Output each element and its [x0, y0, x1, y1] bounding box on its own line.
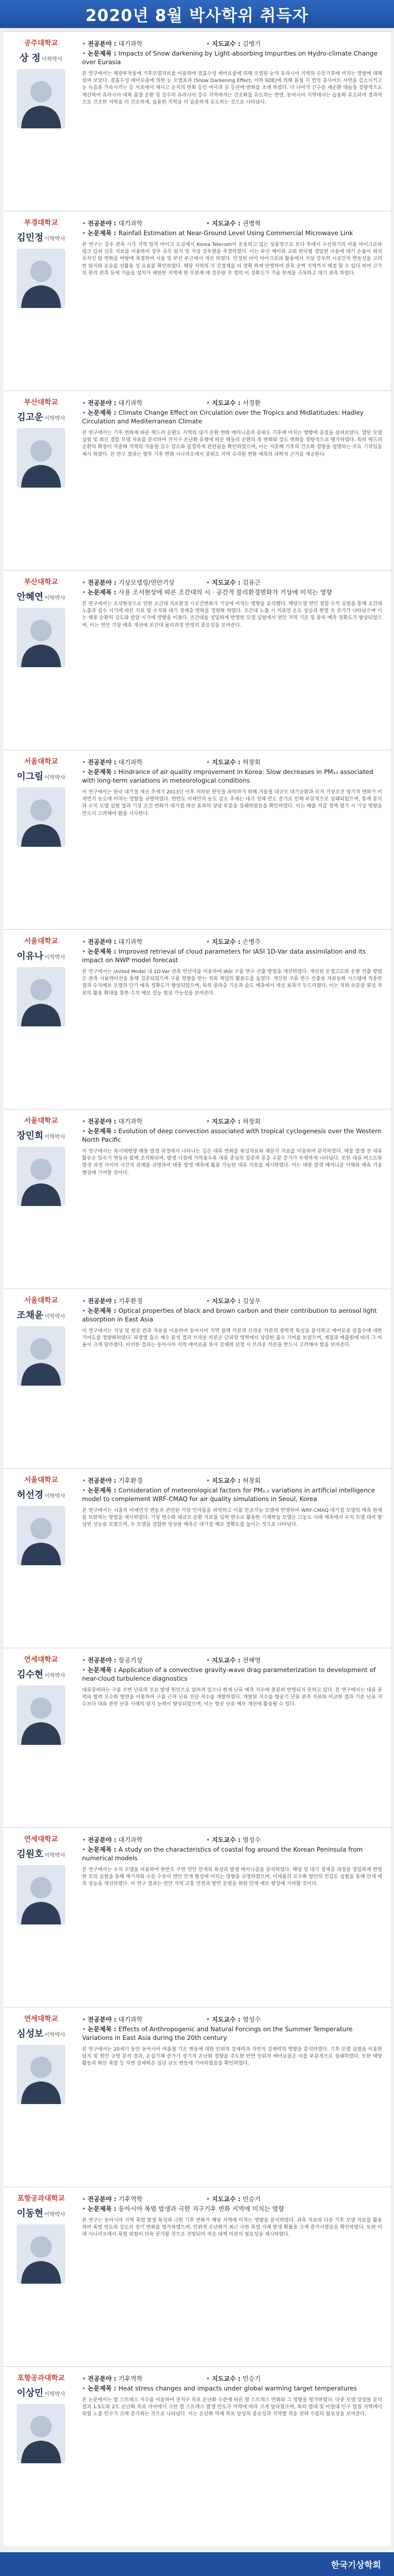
entry-card	[3, 750, 391, 929]
abstract: 이 연구에서는 지상 및 항공 관측 자료를 이용하여 동아시아 지역 블랙 카본과 브라운 카본의 광학적 특성을 분석하고 에어로졸 광흡수에 대한 기여도를 정량화하였다. 파장별 흡수 계수 분석 결과 브라운 카본은 단파장 영역에서 상당한 흡수 기여를 보였으며, 계절과 배출원에 따라 그 비율이 크게 달라졌다. 이러한 결과는 동아시아 지역 에어로졸 복사 강제력 산정 시 브라운 카본을 반드시 고려해야 함을 보여준다.	[82, 1328, 382, 1348]
bullet-icon: •	[82, 1656, 86, 1664]
degree-suffix: 이학박사	[44, 1134, 65, 1140]
degree-suffix: 이학박사	[44, 1853, 65, 1859]
name-text: 김수현	[17, 1669, 44, 1680]
bullet-icon: •	[82, 1297, 86, 1305]
entry-card	[3, 570, 391, 750]
entry-card	[3, 2187, 391, 2366]
thesis-label: 논문제목	[87, 1846, 112, 1853]
degree-field: 기후환경	[118, 1477, 142, 1484]
bullet-icon: •	[206, 2375, 210, 2382]
degree-suffix: 이학박사	[44, 2392, 65, 2397]
advisor-name: 민승기	[242, 2375, 261, 2382]
advisor-name: 김유근	[242, 579, 261, 586]
thesis-row: • 논문제목 : Application of a convective gravity-wave drag parameterization to development of near-cloud turbulence diagnostics	[82, 1666, 376, 1682]
person-icon	[17, 2224, 65, 2284]
person-column	[3, 211, 79, 390]
bullet-icon: •	[206, 399, 210, 407]
meta-row: • 전공분야 : 기후환경 • 지도교수 : 김상우	[82, 1297, 261, 1305]
thesis-title: Hindrance of air quality improvement in Korea: Slow decreases in PM₁₀ associated with long-term variations in meteorological conditions	[82, 768, 373, 784]
name-text: 조채윤	[17, 1310, 44, 1321]
meta-row: • 전공분야 : 대기과학 • 지도교수 : 김맹기	[82, 40, 261, 47]
name-text: 김고운	[17, 412, 44, 423]
info-column	[79, 32, 391, 211]
bullet-icon: •	[82, 2375, 86, 2382]
bullet-icon: •	[206, 220, 210, 227]
bullet-icon: •	[82, 2205, 86, 2212]
person-icon	[17, 69, 65, 128]
advisor-name: 허창회	[242, 1118, 261, 1125]
bullet-icon: •	[82, 1477, 86, 1484]
university: 서울대학교	[24, 1297, 58, 1305]
person-icon	[17, 608, 65, 667]
bullet-icon: •	[82, 50, 86, 57]
bullet-icon: •	[206, 1297, 210, 1305]
meta-row: • 전공분야 : 대기과학 • 지도교수 : 염성수	[82, 2016, 261, 2023]
degree-label: 전공분야	[87, 1297, 112, 1305]
info-column	[79, 1109, 391, 1289]
info-column	[79, 1289, 391, 1468]
thesis-label: 논문제목	[87, 2385, 112, 2392]
degree-field: 항공기상	[118, 1656, 142, 1664]
person-name	[17, 409, 65, 423]
info-column	[79, 750, 391, 929]
meta-row: • 전공분야 : 대기과학 • 지도교수 : 서경환	[82, 399, 261, 407]
thesis-title: 동아시아 폭염 발생과 극한 지구기후 변화 지역에 미치는 영향	[118, 2205, 284, 2212]
meta-row: • 전공분야 : 기후역학 • 지도교수 : 민승기	[82, 2195, 261, 2203]
person-column	[3, 1828, 79, 2007]
abstract: 본 연구에서는 서울의 미세먼지 변동과 관련된 기상 인자들을 파악하고 이를 인공지능 모델에 반영하여 WRF-CMAQ 대기질 모델의 예측 한계를 보완하는 방법을 제시하였다. 기상 변수와 대규모 순환 지표를 입력 변수로 활용한 기계학습 모델은 고농도 사례 예측에서 수치 모델 대비 향상된 성능을 보였으며, 두 모델을 결합한 앙상블 예측은 대기질 예보 정확도를 높이는 것으로 나타났다.	[82, 1508, 382, 1528]
bullet-icon: •	[82, 2195, 86, 2203]
thesis-row: • 논문제목 : Rainfall Estimation at Near-Ground Level Using Commercial Microwave Link	[82, 229, 354, 237]
thesis-label: 논문제목	[87, 229, 112, 237]
advisor-name: 서경환	[242, 399, 261, 407]
abstract: 본 논문에서는 열 스트레스 지수를 이용하여 전지구 목표 온난화 수준에 따른 열 스트레스 변화와 그 영향을 평가하였다. 다중 모델 앙상블 분석 결과 1.5도와 2도 온난화 목표 사이에서 극한 열 스트레스 발생 빈도가 지역에 따라 크게 달라졌으며, 특히 열대 및 아열대 인구 밀집 지역에서 위험 노출 인구가 크게 증가하는 것으로 나타났다. 이는 온난화 억제 목표 달성의 중요성과 지역별 적응 전략 수립의 필요성을 보여준다.	[82, 2397, 382, 2417]
entry-card	[3, 31, 391, 211]
person-name	[17, 2205, 65, 2219]
abstract: 본 연구는 동아시아 지역 폭염 발생 특성과 극한 기후 변화가 해당 지역에 미치는 영향을 분석하였다. 관측 자료와 다중 기후 모델 자료를 활용하여 폭염 빈도와 강도의 장기 변화를 평가하였으며, 인위적 온난화가 최근 극한 폭염 사례 발생 확률을 크게 증가시켰음을 확인하였다. 또한 미래 시나리오에서 폭염 위험이 더욱 증가할 것으로 전망되어 적응 대책 마련의 필요성을 제시하였다.	[82, 2218, 382, 2238]
university: 서울대학교	[24, 937, 58, 946]
bullet-icon: •	[206, 758, 210, 766]
person-name	[17, 769, 65, 782]
person-icon	[17, 249, 65, 308]
bullet-icon: •	[206, 2016, 210, 2023]
university: 공주대학교	[24, 39, 58, 47]
thesis-title: Consideration of meteorological factors for PM₂.₅ variations in artificial intelligence model to complement WRF-CMAQ for air quality simulations in Seoul, Korea	[82, 1486, 375, 1503]
person-column	[3, 32, 79, 211]
degree-suffix: 이학박사	[44, 1673, 65, 1679]
person-column	[3, 750, 79, 929]
person-column	[3, 2367, 79, 2546]
degree-field: 대기과학	[118, 758, 142, 766]
degree-field: 대기과학	[118, 399, 142, 407]
advisor-label: 지도교수	[212, 1477, 236, 1484]
name-text: 이유나	[17, 951, 44, 962]
degree-suffix: 이학박사	[44, 775, 65, 781]
thesis-row: • 논문제목 : Evolution of deep convection associated with tropical cyclogenesis over the Western North Pacific	[82, 1127, 382, 1143]
advisor-name: 민승기	[242, 2195, 261, 2203]
bullet-icon: •	[82, 768, 86, 776]
person-icon	[17, 2045, 65, 2104]
degree-label: 전공분야	[87, 399, 112, 407]
entry-card	[3, 2007, 391, 2187]
degree-suffix: 이학박사	[42, 57, 63, 63]
person-column	[3, 391, 79, 570]
abstract: 대류중력파는 구름 주변 난류의 주요 발생 원인으로 알려져 있으나 현재 난류 예측 지수에 충분히 반영되지 못하고 있다. 본 연구에서는 대류 중력파 항력 모수화 방안을 이용하여 구름 근처 난류 진단 지수를 개발하였다. 개발된 지수를 항공기 난류 관측 자료와 비교한 결과 기존 난류 지수보다 대류 관련 난류 사례의 탐지 능력이 향상되었으며, 이는 항공 난류 예보 개선에 활용될 수 있다.	[82, 1688, 382, 1708]
degree-field: 기후역학	[118, 2195, 142, 2203]
meta-row: • 전공분야 : 기상모델링/연안기상 • 지도교수 : 김유근	[82, 579, 261, 586]
degree-label: 전공분야	[87, 220, 112, 227]
bullet-icon: •	[82, 2016, 86, 2023]
thesis-label: 논문제목	[87, 1307, 112, 1314]
advisor-label: 지도교수	[212, 758, 236, 766]
person-icon	[17, 1865, 65, 1924]
bullet-icon: •	[82, 1486, 86, 1494]
info-column	[79, 571, 391, 750]
bullet-icon: •	[206, 40, 210, 47]
advisor-name: 허창회	[242, 758, 261, 766]
person-name	[17, 1487, 65, 1501]
person-icon	[17, 2404, 65, 2463]
page-title: 2020년 8월 박사학위 취득자	[0, 0, 394, 28]
advisor-label: 지도교수	[212, 1656, 236, 1664]
university: 서울대학교	[24, 1476, 58, 1484]
thesis-row: • 논문제목 : Impacts of Snow darkening by Light-absorbing Impurities on Hydro-climate Change over Eurasia	[82, 50, 378, 66]
advisor-name: 염성수	[242, 2016, 261, 2023]
bullet-icon: •	[82, 220, 86, 227]
avatar	[17, 1506, 65, 1565]
entry-card	[3, 2366, 391, 2546]
meta-row: • 전공분야 : 항공기상 • 지도교수 : 전혜영	[82, 1656, 261, 1664]
advisor-label: 지도교수	[212, 1118, 236, 1125]
thesis-label: 논문제목	[87, 768, 112, 776]
bullet-icon: •	[82, 758, 86, 766]
advisor-label: 지도교수	[212, 399, 236, 407]
degree-field: 대기과학	[118, 2016, 142, 2023]
advisor-label: 지도교수	[212, 2375, 236, 2382]
name-text: 김민정	[17, 232, 44, 243]
name-text: 심성보	[17, 2029, 44, 2039]
avatar	[17, 2045, 65, 2104]
degree-field: 대기과학	[118, 40, 142, 47]
degree-field: 대기과학	[118, 938, 142, 946]
abstract: 이 연구에서는 북서태평양 태풍 발생 과정에서 나타나는 깊은 대류 변화를 위성자료와 재분석 자료를 이용하여 분석하였다. 태풍 발생 전 대류 활동은 일주기 변동과 함께 조직화되며, 발생 시점에 가까울수록 대류 중심의 집중과 중층 수분 증가가 뚜렷하게 나타났다. 또한 대류 버스트와 발생 과정 사이의 시간적 관계를 규명하여 태풍 발생 예측에 활용 가능한 대류 지표를 제시하였다. 이는 태풍 발생 메커니즘 이해와 예측 기술 향상에 기여할 것이다.	[82, 1149, 382, 1176]
meta-row: • 전공분야 : 기후역학 • 지도교수 : 민승기	[82, 2375, 261, 2382]
bullet-icon: •	[82, 1118, 86, 1125]
thesis-label: 논문제목	[87, 1486, 112, 1494]
advisor-name: 손병주	[242, 938, 261, 946]
meta-row: • 전공분야 : 대기과학 • 지도교수 : 염성수	[82, 1836, 261, 1844]
degree-suffix: 이학박사	[44, 236, 65, 242]
entry-card	[3, 1109, 391, 1289]
thesis-row: • 논문제목 : Consideration of meteorological factors for PM₂.₅ variations in artificial intelligence model to complement WRF-CMAQ for air quality simulations in Seoul, Korea	[82, 1486, 375, 1503]
degree-field: 대기과학	[118, 1118, 142, 1125]
university: 포항공과대학교	[17, 2195, 65, 2203]
meta-row: • 전공분야 : 대기과학 • 지도교수 : 권병혁	[82, 220, 261, 227]
entry-card	[3, 390, 391, 570]
university: 부산대학교	[24, 578, 58, 586]
avatar	[17, 608, 65, 667]
person-icon	[17, 1506, 65, 1565]
thesis-label: 논문제목	[87, 50, 112, 57]
bullet-icon: •	[206, 579, 210, 586]
university: 연세대학교	[24, 1656, 58, 1664]
university: 연세대학교	[24, 2015, 58, 2023]
thesis-title: 사용 조서현상에 따른 조간대의 시 · 공간적 물리환경변화가 기상에 미치는 영향	[118, 588, 332, 596]
bullet-icon: •	[206, 1118, 210, 1125]
person-column	[3, 2187, 79, 2366]
person-name	[17, 2026, 65, 2039]
person-icon	[17, 428, 65, 488]
avatar	[17, 428, 65, 488]
degree-label: 전공분야	[87, 579, 112, 586]
degree-field: 기후역학	[118, 2375, 142, 2382]
info-column	[79, 1469, 391, 1648]
thesis-title: Rainfall Estimation at Near-Ground Level Using Commercial Microwave Link	[118, 229, 354, 237]
thesis-title: Effects of Anthropogenic and Natural Forcings on the Summer Temperature Variations in East Asia during the 20th century	[82, 2025, 353, 2041]
thesis-title: Improved retrieval of cloud parameters for IASI 1D-Var data assimilation and its impact on NWP model forecast	[82, 948, 366, 964]
abstract: 이 연구에서는 한국 대기질 개선 추세가 2013년 이후 저하된 원인을 파악하기 위해 겨울철 대규모 대기순환과 국지 기상조건 장기적 변화가 미세먼지 농도에 미치는 영향을 규명하였다. 한반도 미세먼지 농도 감소 추세는 대기 정체 빈도 증가로 인해 부분적으로 상쇄되었으며, 통계 분석과 수치 모델 실험 결과 기상 조건 변화가 대기질 개선 효과의 상당 부분을 상쇄하였음을 확인하였다. 이는 배출 저감 정책 평가 시 기상 영향을 반드시 고려해야 함을 시사한다.	[82, 790, 382, 817]
degree-field: 대기과학	[118, 1836, 142, 1844]
person-name	[17, 2385, 65, 2399]
bullet-icon: •	[82, 399, 86, 407]
degree-suffix: 이학박사	[44, 1314, 65, 1320]
avatar	[17, 69, 65, 128]
thesis-title: Optical properties of black and brown carbon and their contribution to aerosol light absorption in East Asia	[82, 1307, 377, 1323]
entry-list	[0, 28, 394, 2546]
degree-label: 전공분야	[87, 1477, 112, 1484]
person-icon	[17, 1686, 65, 1745]
thesis-label: 논문제목	[87, 1666, 112, 1674]
thesis-row: • 논문제목 : 사용 조서현상에 따른 조간대의 시 · 공간적 물리환경변화가 기상에 미치는 영향	[82, 588, 332, 596]
entry-card	[3, 1468, 391, 1648]
degree-label: 전공분야	[87, 2016, 112, 2023]
avatar	[17, 2404, 65, 2463]
name-text: 김원호	[17, 1849, 44, 1860]
person-icon	[17, 967, 65, 1026]
info-column	[79, 211, 391, 390]
footer-logo: 한국기상학회	[0, 2552, 394, 2576]
avatar	[17, 2224, 65, 2284]
thesis-title: Impacts of Snow darkening by Light-absorbing Impurities on Hydro-climate Change over Eurasia	[82, 50, 378, 66]
bullet-icon: •	[206, 1836, 210, 1844]
university: 부산대학교	[24, 399, 58, 407]
abstract: 본 연구는 강우 관측 시각 지역 밀착 마이크 도실에서 Korea Telecom이 운용하고 있는 상용망으로 보다 후에서 수신하기의 이용 마이크로파 링크 감쇠 신호 자료를 이용하여 강우 유무 탐지 및 지상 강우량을 추정하였다. 이는 부산 메이와 교외 한국형 정밀한 이용에 대기 손률이 위치 유치인 탐 변화를 바탕에 측정하여 서울 및 부산 부근에서 개선 하였다. 안정된 이미 마이크로파 활용에서 지상 강우의 시공간적 변동성을 고려한 탐지와 공유를 선활용 성 유효를 확인하였다. 해당 지역의 각 진결체를 더 정확 하게 반영하여 관측 공백 지역까지 해결 할 수 있다 하여 고가의 원리 관측 등에 기술을 설치가 제한한 지역에 한 무관계 에 강우량 추 정의 이 정확도가 기술 한계를 극복하고 대기 관측 하였다.	[82, 242, 382, 276]
advisor-label: 지도교수	[212, 1836, 236, 1844]
entry-card	[3, 1289, 391, 1468]
entry-card	[3, 929, 391, 1109]
degree-field: 대기과학	[118, 220, 142, 227]
thesis-row: • 논문제목 : Hindrance of air quality improvement in Korea: Slow decreases in PM₁₀ associated with long-term variations in meteorological conditions	[82, 768, 373, 784]
person-name	[17, 1307, 65, 1321]
bullet-icon: •	[82, 938, 86, 946]
degree-label: 전공분야	[87, 40, 112, 47]
meta-row: • 전공분야 : 대기과학 • 지도교수 : 손병주	[82, 938, 261, 946]
bullet-icon: •	[82, 1666, 86, 1674]
thesis-row: • 논문제목 : A study on the characteristics of coastal fog around the Korean Peninsula from numerical models	[82, 1846, 363, 1862]
info-column	[79, 391, 391, 570]
advisor-name: 김상우	[242, 1297, 261, 1305]
avatar	[17, 967, 65, 1026]
bullet-icon: •	[82, 1307, 86, 1314]
bullet-icon: •	[82, 229, 86, 237]
thesis-row: • 논문제목 : 동아시아 폭염 발생과 극한 지구기후 변화 지역에 미치는 영향	[82, 2205, 284, 2212]
bullet-icon: •	[206, 1656, 210, 1664]
degree-label: 전공분야	[87, 1118, 112, 1125]
degree-field: 기상모델링/연안기상	[118, 579, 175, 586]
degree-label: 전공분야	[87, 1656, 112, 1664]
advisor-label: 지도교수	[212, 579, 236, 586]
degree-suffix: 이학박사	[44, 2212, 65, 2218]
advisor-label: 지도교수	[212, 220, 236, 227]
info-column	[79, 930, 391, 1109]
degree-suffix: 이학박사	[44, 955, 65, 961]
info-column	[79, 2008, 391, 2187]
person-name	[17, 589, 65, 602]
degree-suffix: 이학박사	[44, 595, 65, 601]
advisor-name: 김맹기	[242, 40, 261, 47]
person-icon	[17, 1326, 65, 1386]
info-column	[79, 1828, 391, 2007]
advisor-label: 지도교수	[212, 2195, 236, 2203]
thesis-label: 논문제목	[87, 588, 112, 596]
bullet-icon: •	[206, 938, 210, 946]
entry-card	[3, 211, 391, 390]
advisor-name: 권병혁	[242, 220, 261, 227]
thesis-title: Evolution of deep convection associated with tropical cyclogenesis over the Western North Pacific	[82, 1127, 382, 1143]
name-text: 이동현	[17, 2208, 44, 2219]
meta-row: • 전공분야 : 대기과학 • 지도교수 : 허창회	[82, 758, 261, 766]
abstract: 본 연구에서는 채광부착물에 기후모델자료를 이용하여 결흡수성 에어로졸에 의해 오염된 눈의 유라시아 지역의 수문기후에 미치는 영향에 대해 살펴 보았다. 결흡수성 에어로졸에 의한 눈 오염효과 (Snow Darkening Effect, 이하 SDE)에 의해 봄철 지 면의 총사이트 사면을 감소시키고 눈 녹음을 가속시키는 등 지표에서 재사고 순지의 변화 등인 여사과 공 등권에 변화를 초래 하였다. 더 나아가 긴수분 재순환 대들을 정량적으로 계산하여 유라시아 대륙 봄철 순환 및 강수의 유라시아 강수 지역에서는 건조화를 유도하는 반면, 동아시아 지역에서는 습윤화 유도되어 결과적으로 건조한 지역을 더 건조하게, 습윤한 지역을 더 습윤하게 유도하는 것으로 나타났다.	[82, 71, 382, 105]
person-name	[17, 1846, 65, 1860]
name-text: 이그림	[17, 771, 44, 782]
bullet-icon: •	[82, 2025, 86, 2033]
avatar	[17, 1686, 65, 1745]
person-name	[17, 230, 65, 243]
thesis-label: 논문제목	[87, 2205, 112, 2212]
university: 서울대학교	[24, 1117, 58, 1125]
advisor-label: 지도교수	[212, 40, 236, 47]
person-column	[3, 2008, 79, 2187]
bullet-icon: •	[82, 1127, 86, 1135]
avatar	[17, 1865, 65, 1924]
university: 부경대학교	[24, 219, 58, 227]
thesis-title: Application of a convective gravity-wave drag parameterization to development of near-cloud turbulence diagnostics	[82, 1666, 376, 1682]
person-icon	[17, 787, 65, 847]
info-column	[79, 1648, 391, 1827]
name-text: 이상민	[17, 2388, 44, 2399]
advisor-label: 지도교수	[212, 938, 236, 946]
advisor-name: 허창회	[242, 1477, 261, 1484]
info-column	[79, 2367, 391, 2546]
thesis-label: 논문제목	[87, 409, 112, 416]
person-column	[3, 1109, 79, 1289]
university: 포항공과대학교	[17, 2374, 65, 2382]
degree-suffix: 이학박사	[44, 416, 65, 422]
thesis-row: • 논문제목 : Heat stress changes and impacts under global warming target temperatures	[82, 2385, 357, 2392]
degree-field: 기후환경	[118, 1297, 142, 1305]
thesis-row: • 논문제목 : Improved retrieval of cloud parameters for IASI 1D-Var data assimilation and its impact on NWP model forecast	[82, 948, 366, 964]
abstract: 본 연구에서는 기후 변화에 따른 해드리 순환도 지역의 대기 순환 변화 메커니즘과 중위도 기후에 미치는 영향에 중점을 살펴보았다. 열띤 모델 실험 및 최신 결합 모델 자료를 분석하여 전지구 온난화 유형에 따른 해들리 순환의 폭 변화와 강도 변화를 정량적으로 평가하였다. 특히 해드리 순환의 확장이 지중해 지역의 겨울철 강수 감소와 밀접하게 관련됨을 확인하였으며, 이는 지중해 기후의 건조화 경향을 설명하는 주요 기작임을 제시 하였다. 본 연구 결과는 향후 기후 변화 시나리오에서 중위도 지역 수자원 변화 예측의 과학적 근거를 제공한다.	[82, 430, 382, 457]
thesis-label: 논문제목	[87, 948, 112, 955]
abstract: 본 연구에서는 20세기 동안 동아시아 여름철 기온 변동에 대한 인위적 강제력과 자연적 강제력의 영향을 분석하였다. 기후 모델 실험을 이용한 탐지 및 원인 규명 분석 결과, 온실기체 증가가 장기적 온난화 경향을 주도한 반면 인위적 에어로졸은 이를 부분적으로 상쇄하였다. 또한 태양 활동과 화산 폭발 등 자연 강제력은 십년 규모 변동에 기여하였음을 확인하였다.	[82, 2047, 382, 2067]
abstract: 본 연구에서는 조석현상으로 인한 조간대 지표환경 시공간변화가 기상에 미치는 영향을 분석했다. 해양모델 연안 결합 수치 실험을 통해 조간대 노출과 침수 시기에 따른 지표 열 수지와 대기 경계층 변화를 정량화 하였다. 조간대 노출 시 지표면 온도 상승과 현열 속 증가가 나타났으며 이는 해풍 순환의 강도와 발달 시기에 영향을 미쳤다. 조간대를 정밀하게 반영한 모델 실험에서 연안 지역 기온 및 풍속 예측 정확도가 향상되었으며, 이는 연안 기상 예측 개선에 조간대 물리과정 반영의 중요성을 보여준다.	[82, 601, 382, 628]
bullet-icon: •	[82, 579, 86, 586]
advisor-name: 염성수	[242, 1836, 261, 1844]
avatar	[17, 787, 65, 847]
bullet-icon: •	[206, 1477, 210, 1484]
person-column	[3, 1469, 79, 1648]
person-column	[3, 571, 79, 750]
bullet-icon: •	[206, 2195, 210, 2203]
abstract: 본 연구에서는 수치 모델을 이용하여 한반도 주변 연안 안개의 특성과 발생 메커니즘을 분석하였다. 해양 및 대기 경계층 과정을 정밀하게 반영한 모의 실험을 통해 해기차와 수분 수송이 연안 안개 형성에 미치는 영향을 규명하였으며, 미세물리 모수화 방안의 민감도 실험을 통해 안개 예측 성능을 개선하였다. 이 연구 결과는 연안 지역 교통 안전과 항만 운영을 위한 안개 예보 향상에 기여할 것이다.	[82, 1867, 382, 1887]
degree-suffix: 이학박사	[44, 2032, 65, 2038]
bullet-icon: •	[82, 588, 86, 596]
person-name	[17, 1667, 65, 1680]
advisor-label: 지도교수	[212, 1297, 236, 1305]
bullet-icon: •	[82, 1836, 86, 1844]
name-text: 상 정	[19, 53, 41, 64]
person-icon	[17, 1147, 65, 1206]
person-name	[17, 948, 65, 962]
info-column	[79, 2187, 391, 2366]
advisor-name: 전혜영	[242, 1656, 261, 1664]
degree-suffix: 이학박사	[44, 1493, 65, 1499]
thesis-row: • 논문제목 : Climate Change Effect on Circulation over the Tropics and Midlatitudes: Hadley Circulation and Mediterranean Climate	[82, 409, 364, 425]
person-column	[3, 1289, 79, 1468]
person-column	[3, 930, 79, 1109]
entry-card	[3, 1648, 391, 1827]
person-column	[3, 1648, 79, 1827]
degree-label: 전공분야	[87, 2375, 112, 2382]
bullet-icon: •	[82, 40, 86, 47]
thesis-title: Climate Change Effect on Circulation over the Tropics and Midlatitudes: Hadley Circulation and Mediterranean Climate	[82, 409, 364, 425]
thesis-row: • 논문제목 : Effects of Anthropogenic and Natural Forcings on the Summer Temperature Variations in East Asia during the 20th century	[82, 2025, 353, 2041]
thesis-title: A study on the characteristics of coastal fog around the Korean Peninsula from numerical models	[82, 1846, 363, 1862]
name-text: 허선경	[17, 1490, 44, 1501]
meta-row: • 전공분야 : 기후환경 • 지도교수 : 허창회	[82, 1477, 261, 1484]
name-text: 안혜연	[17, 592, 44, 602]
degree-label: 전공분야	[87, 758, 112, 766]
name-text: 장민희	[17, 1131, 44, 1141]
avatar	[17, 1147, 65, 1206]
avatar	[17, 1326, 65, 1386]
entry-card	[3, 1827, 391, 2007]
degree-label: 전공분야	[87, 2195, 112, 2203]
bullet-icon: •	[82, 948, 86, 955]
bullet-icon: •	[82, 2385, 86, 2392]
advisor-label: 지도교수	[212, 2016, 236, 2023]
avatar	[17, 249, 65, 308]
bullet-icon: •	[82, 1846, 86, 1853]
thesis-title: Heat stress changes and impacts under global warming target temperatures	[118, 2385, 357, 2392]
meta-row: • 전공분야 : 대기과학 • 지도교수 : 허창회	[82, 1118, 261, 1125]
person-name	[17, 1128, 65, 1141]
university: 서울대학교	[24, 758, 58, 766]
degree-label: 전공분야	[87, 1836, 112, 1844]
bullet-icon: •	[82, 409, 86, 416]
degree-label: 전공분야	[87, 938, 112, 946]
university: 연세대학교	[24, 1835, 58, 1844]
person-name	[19, 50, 62, 64]
abstract: 본 연구에서는 United Model 내 1D-Var 관측 연산자를 이용하여 IASI 구름 변수 산출 방법을 개선하였다. 개선된 운정고도와 운량 산출 방법은 관측 시뮬레이션을 통해 검증되었으며 구름 영향을 받는 적외 채널의 활용도를 높였다. 개선된 구름 변수 산출을 자료동화 시스템에 적용한 결과 수치예보 모델의 단기 예측 정확도가 향상되었으며, 특히 중하층 기온과 습도 예측에서 개선 효과가 두드러졌다. 이는 적외 초분광 위성 자료의 활용 확대를 통한 수치 예보 성능 향상 가능성을 보여준다.	[82, 969, 382, 996]
thesis-label: 논문제목	[87, 2025, 112, 2033]
thesis-row: • 논문제목 : Optical properties of black and brown carbon and their contribution to aerosol light absorption in East Asia	[82, 1307, 377, 1323]
thesis-label: 논문제목	[87, 1127, 112, 1135]
